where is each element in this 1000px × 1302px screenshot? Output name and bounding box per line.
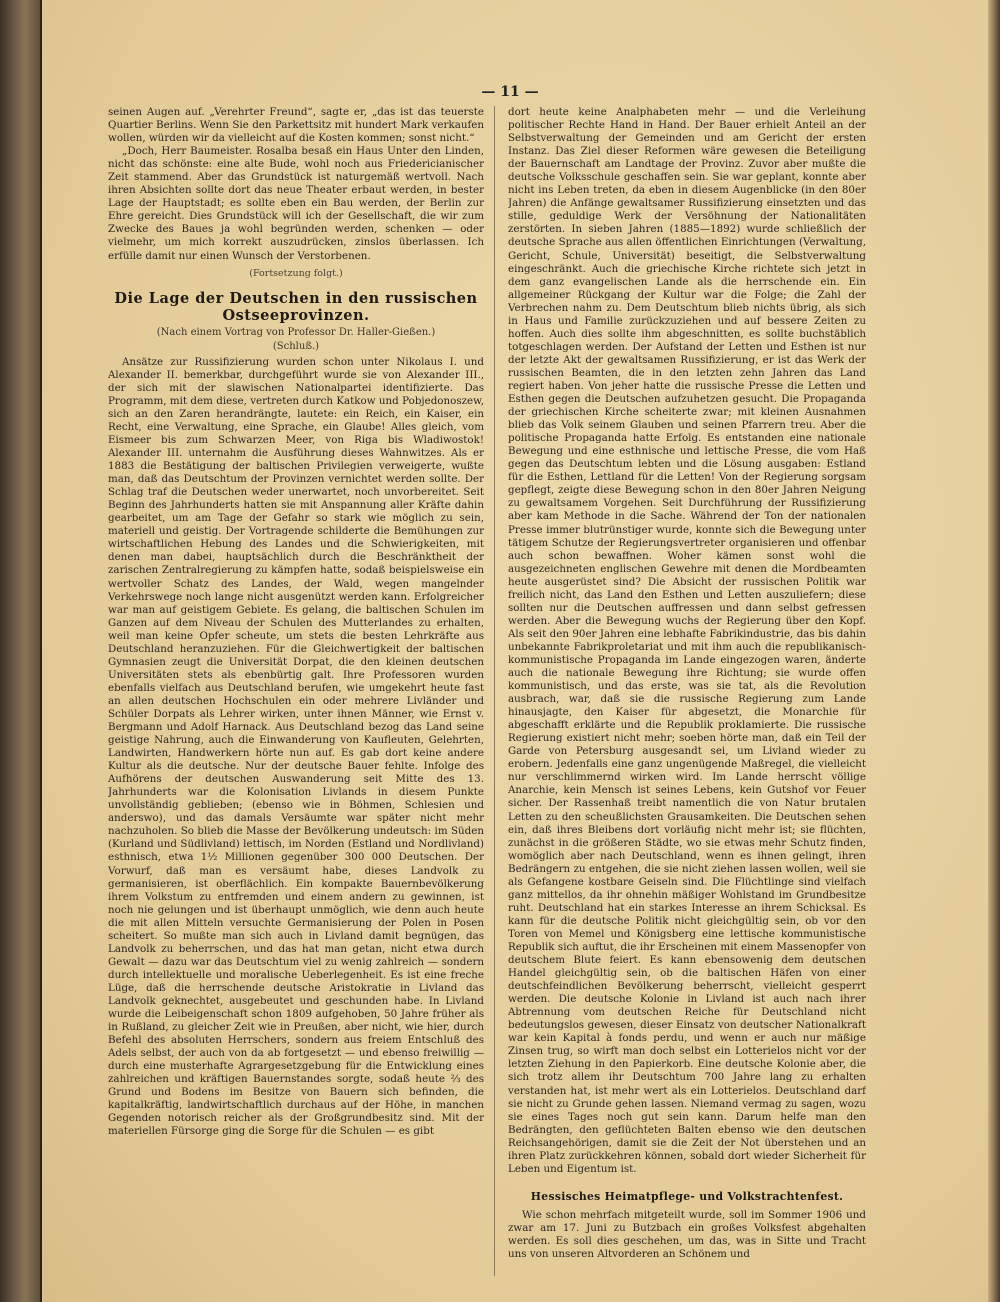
- right-column: [508, 106, 866, 1276]
- section-title: Hessisches Heimatpflege- und Volkstrachtenfest.: [530, 1189, 844, 1203]
- article-body-continuation: dort heute keine Analphabeten mehr — und die Verleihung politischer Rechte Hand in Hand. Der Bauer erhielt Anteil an der Selbstverwaltung der Gemeinden und am Gericht der ersten Instanz. Das Ziel dieser Reformen wäre gewesen die Beteiligung der Bauernschaft am Landtage der Provinz. Zuvor aber mußte die deutsche Volksschule geschaffen sein. Sie war geplant, konnte aber nicht ins Leben treten, da eben in diesem Augenblicke (in den 80er Jahren) die Anfänge gewaltsamer Russifizierung einsetzten und das stille, geduldige Werk der Versöhnung der Nationalitäten zerstörten. In sieben Jahren (1885—1892) wurde schließlich der deutsche Sprache aus allen öffentlichen Einrichtungen (Verwaltung, Gericht, Schule, Universität) beseitigt, die Selbstverwaltung eingeschränkt. Auch die griechische Kirche richtete sich jetzt in dem ganz evangelischen Lande als die herrschende ein. Ein allgemeiner Rückgang der Kultur war die Folge; die Zahl der Verbrechen nahm zu. Dem Deutschtum blieb nichts übrig, als sich in Haus und Familie zurückzuziehen und auf bessere Zeiten zu hoffen. Auch dies sollte ihm abgeschnitten, es sollte buchstäblich totgeschlagen werden. Der Aufstand der Letten und Esthen ist nur der letzte Akt der gewaltsamen Russifizierung, er ist das Werk der russischen Beamten, die in den letzten zehn Jahren das Land regiert haben. Von jeher hatte die russische Presse die Letten und Esthen gegen die Deutschen aufzuhetzen gesucht. Die Propaganda der griechischen Kirche scheiterte zwar; mit kleinen Ausnahmen blieb das Volk seinem Glauben und seinen Pfarrern treu. Aber die politische Propaganda hatte Erfolg. Es entstanden eine nationale Bewegung und eine esthnische und lettische Presse, die vom Haß gegen das Deutschtum lebten und die Lösung ausgaben: Estland für die Esthen, Lettland für die Letten! Von der Regierung sorgsam gepflegt, zeigte diese Bewegung schon in den 80er Jahren Neigung zu gewaltsamem Vorgehen. Seit Durchführung der Russifizierung aber kam Methode in die Sache. Während der Ton der nationalen Presse immer blutrünstiger wurde, konnte sich die Bewegung unter tätigem Schutze der Regierungsvertreter organisieren und offenbar auch schon bewaffnen. Woher kämen sonst wohl die ausgezeichneten englischen Gewehre mit denen die Mordbeamten heute ausgerüstet sind? Die Absicht der russischen Politik war freilich nicht, das Land den Esthen und Letten auszuliefern; diese sollten nur die Deutschen auffressen und dann selbst gefressen werden. Aber die Bewegung wuchs der Regierung über den Kopf. Als seit den 90er Jahren eine lebhafte Fabrikindustrie, das bis dahin unbekannte Fabrikproletariat und mit ihm auch die republikanisch-kommunistische Propaganda im Lande eingezogen waren, änderte auch die nationale Bewegung ihre Richtung; sie wurde offen kommunistisch, und das erste, was sie tat, als die Revolution ausbrach, war, daß sie die russische Regierung zum Lande hinausjagte, den Kaiser für abgesetzt, die Monarchie für abgeschafft erklärte und die Republik proklamierte. Die russische Regierung existiert nicht mehr; soeben hörte man, daß ein Teil der Garde von Petersburg ausgesandt sei, um Livland wieder zu erobern. Jedenfalls eine ganz ungenügende Maßregel, die vielleicht nur verschlimmernd wirken wird. Im Lande herrscht völlige Anarchie, kein Mensch ist seines Lebens, kein Gutshof vor Feuer sicher. Der Rassenhaß treibt namentlich die von Natur brutalen Letten zu den scheußlichsten Grausamkeiten. Die Deutschen sehen ein, daß ihres Bleibens dort vorläufig nicht mehr ist; sie flüchten, zunächst in die größeren Städte, wo sie etwas mehr Schutz finden, womöglich aber nach Deutschland, wenn es ihnen gelingt, ihren Bedrängern zu entgehen, die sie nicht ziehen lassen wollen, weil sie als Gefangene kostbare Geiseln sind. Die Flüchtlinge sind vielfach ganz mittellos, da ihr ohnehin mäßiger Wohlstand im Grundbesitze ruht. Deutschland hat ein starkes Interesse an ihrem Schicksal. Es kann für die deutsche Politik nicht gleichgültig sein, ob vor den Toren von Memel und Königsberg eine lettische kommunistische Republik sich auftut, die ihr Erscheinen mit einem Massenopfer von deutschem Blute feiert. Es kann ebensowenig dem deutschen Handel gleichgültig sein, ob die baltischen Häfen von einer deutschfeindlichen Bevölkerung beherrscht, vielleicht gesperrt werden. Die deutsche Kolonie in Livland ist auch nach ihrer Abtrennung vom deutschen Reiche für Deutschland nicht bedeutungslos gewesen, dieser Einsatz von deutscher Nationalkraft war kein Kapital à fonds perdu, und wenn er auch nur mäßige Zinsen trug, so wirft man doch selbst ein Lotterielos nicht vor der letzten Ziehung in den Papierkorb. Eine deutsche Kolonie aber, die sich trotz allem ihr Deutschtum 700 Jahre lang zu erhalten verstanden hat, ist mehr wert als ein Lotterielos. Deutschland darf sie nicht zu Grunde gehen lassen. Niemand vermag zu sagen, wozu sie eines Tages noch gut sein kann. Darum helfe man den Bedrängten, den geflüchteten Balten ebenso wie den deutschen Reichsangehörigen, damit sie die Zeit der Not überstehen und an ihren Platz zurückkehren können, sobald dort wieder Sicherheit für Leben und Eigentum ist.: [508, 106, 866, 1175]
- book-spine-edge: [0, 0, 42, 1302]
- page-right-edge: [988, 0, 1000, 1302]
- article-subtitle: (Nach einem Vortrag von Professor Dr. Haller-Gießen.): [156, 326, 436, 338]
- section-paragraph: Wie schon mehrfach mitgeteilt wurde, soll im Sommer 1906 und zwar am 17. Juni zu Butzbach ein großes Volksfest abgehalten werden. Es soll dies geschehen, um das, was in Sitte und Tracht uns von unseren Altvorderen an Schönem und: [508, 1208, 866, 1261]
- left-column: [108, 106, 484, 1276]
- column-divider: [494, 106, 495, 1276]
- continued-note: (Fortsetzung folgt.): [249, 267, 343, 279]
- article-body-paragraph: Ansätze zur Russifizierung wurden schon unter Nikolaus I. und Alexander II. bemerkbar, durchgeführt wurde sie von Alexander III., der sich mit der slawischen Nationalpartei identifizierte. Das Programm, mit dem diese, vertreten durch Katkow und Pobjedonoszew, sich an den Zaren herandrängte, lautete: ein Reich, ein Kaiser, ein Recht, eine Verwaltung, eine Sprache, ein Glaube! Alles gleich, vom Eismeer bis zum Schwarzen Meer, von Riga bis Wladiwostok! Alexander III. unternahm die Ausführung dieses Wahnwitzes. Als er 1883 die Bestätigung der baltischen Privilegien verweigerte, wußte man, daß das Deutschtum der Provinzen vernichtet werden sollte. Der Schlag traf die Deutschen weder unerwartet, noch unvorbereitet. Seit Beginn des Jahrhunderts hatten sie mit Anspannung aller Kräfte dahin gearbeitet, um am Tage der Gefahr so stark wie möglich zu sein, materiell und geistig. Der Vortragende schilderte die Bemühungen zur wirtschaftlichen Hebung des Landes und die Schwierigkeiten, mit denen man dabei, hauptsächlich durch die Beschränktheit der zarischen Zentralregierung zu kämpfen hatte, sodaß beispielsweise ein wertvoller Schatz des Landes, der Wald, wegen mangelnder Verkehrswege noch lange nicht ausgenützt werden kann. Erfolgreicher war man auf geistigem Gebiete. Es gelang, die baltischen Schulen im Ganzen auf dem Niveau der Schulen des Mutterlandes zu erhalten, weil man keine Opfer scheute, um stets die besten Lehrkräfte aus Deutschland heranzuziehen. Für die Gleichwertigkeit der baltischen Gymnasien zeugt die Universität Dorpat, die den kleinen deutschen Universitäten stets als ebenbürtig galt. Ihre Professoren wurden ebenfalls vielfach aus Deutschland berufen, wie umgekehrt heute fast an allen deutschen Hochschulen ein oder mehrere Livländer und Schüler Dorpats als Lehrer wirken, unter ihnen Männer, wie Ernst v. Bergmann und Adolf Harnack. Aus Deutschland bezog das Land seine geistige Nahrung, auch die Einwanderung von Kaufleuten, Gelehrten, Landwirten, Handwerkern hörte nun auf. Es gab dort keine andere Kultur als die deutsche. Nur der deutsche Bauer fehlte. Infolge des Aufhörens der deutschen Auswanderung seit Mitte des 13. Jahrhunderts war die Kolonisation Livlands in diesem Punkte unvollständig geblieben; (ebenso wie in Böhmen, Schlesien und anderswo), und das damals Versäumte war später nicht mehr nachzuholen. So blieb die Masse der Bevölkerung undeutsch: im Süden (Kurland und Südlivland) lettisch, im Norden (Estland und Nordlivland) esthnisch, etwa 1½ Millionen gegenüber 300 000 Deutschen. Der Vorwurf, daß man es versäumt habe, dieses Landvolk zu germanisieren, ist oberflächlich. Ein kompakte Bauernbevölkerung ihrem Volkstum zu entfremden und einem andern zu gewinnen, ist noch nie gelungen und ist überhaupt unmöglich, wie denn auch heute die mit allen Mitteln versuchte Germanisierung der Polen in Posen scheitert. So mußte man sich auch in Livland damit begnügen, das Landvolk zu beherrschen, und das hat man getan, nicht etwa durch Gewalt — dazu war das Deutschtum viel zu wenig zahlreich — sondern durch intellektuelle und moralische Ueberlegenheit. Es ist eine freche Lüge, daß die herrschende deutsche Aristokratie in Livland das Landvolk geknechtet, ausgebeutet und geschunden habe. In Livland wurde die Leibeigenschaft schon 1809 aufgehoben, 50 Jahre früher als in Rußland, zu gleicher Zeit wie in Preußen, aber nicht, wie hier, durch Befehl des absoluten Herrschers, sondern aus freiem Entschluß des Adels selbst, der auch von da ab fortgesetzt — und ebenso freiwillig — durch eine musterhafte Agrargesetzgebung für die Entwicklung eines zahlreichen und kräftigen Bauernstandes sorgte, sodaß heute ⅔ des Grund und Bodens im Besitze von Bauern sich befinden, die kapitalkräftig, landwirtschaftlich durchaus auf der Höhe, in manchen Gegenden notorisch reicher als der Großgrundbesitz sind. Mit der materiellen Fürsorge ging die Sorge für die Schulen — es gibt: [108, 355, 484, 1138]
- story-continuation-paragraph: seinen Augen auf. „Verehrter Freund“, sagte er, „das ist das teuerste Quartier Berlins. Wenn Sie den Parkettsitz mit hundert Mark verkaufen wollen, würden wir da vielleicht auf die Kosten kommen; sonst nicht.“: [108, 106, 484, 145]
- page-number: — 11 —: [481, 84, 539, 100]
- article-title: Die Lage der Deutschen in den russischen Ostseeprovinzen.: [114, 289, 478, 324]
- article-part-label: (Schluß.): [272, 340, 320, 352]
- story-paragraph: „Doch, Herr Baumeister. Rosalba besaß ein Haus Unter den Linden, nicht das schönste: eine alte Bude, wohl noch aus Friedericianischer Zeit stammend. Aber das Grundstück ist naturgemäß wertvoll. Nach ihren Absichten sollte dort das neue Theater erbaut werden, in bester Lage der Hauptstadt; es sollte eben ein Bau werden, der Berlin zur Ehre gereicht. Dies Grundstück will ich der Gesellschaft, die wir zum Zwecke des Baues ja wohl begründen werden, schenken — oder vielmehr, um mich korrekt auszudrücken, zinslos überlassen. Ich erfülle damit nur einen Wunsch der Verstorbenen.: [108, 145, 484, 262]
